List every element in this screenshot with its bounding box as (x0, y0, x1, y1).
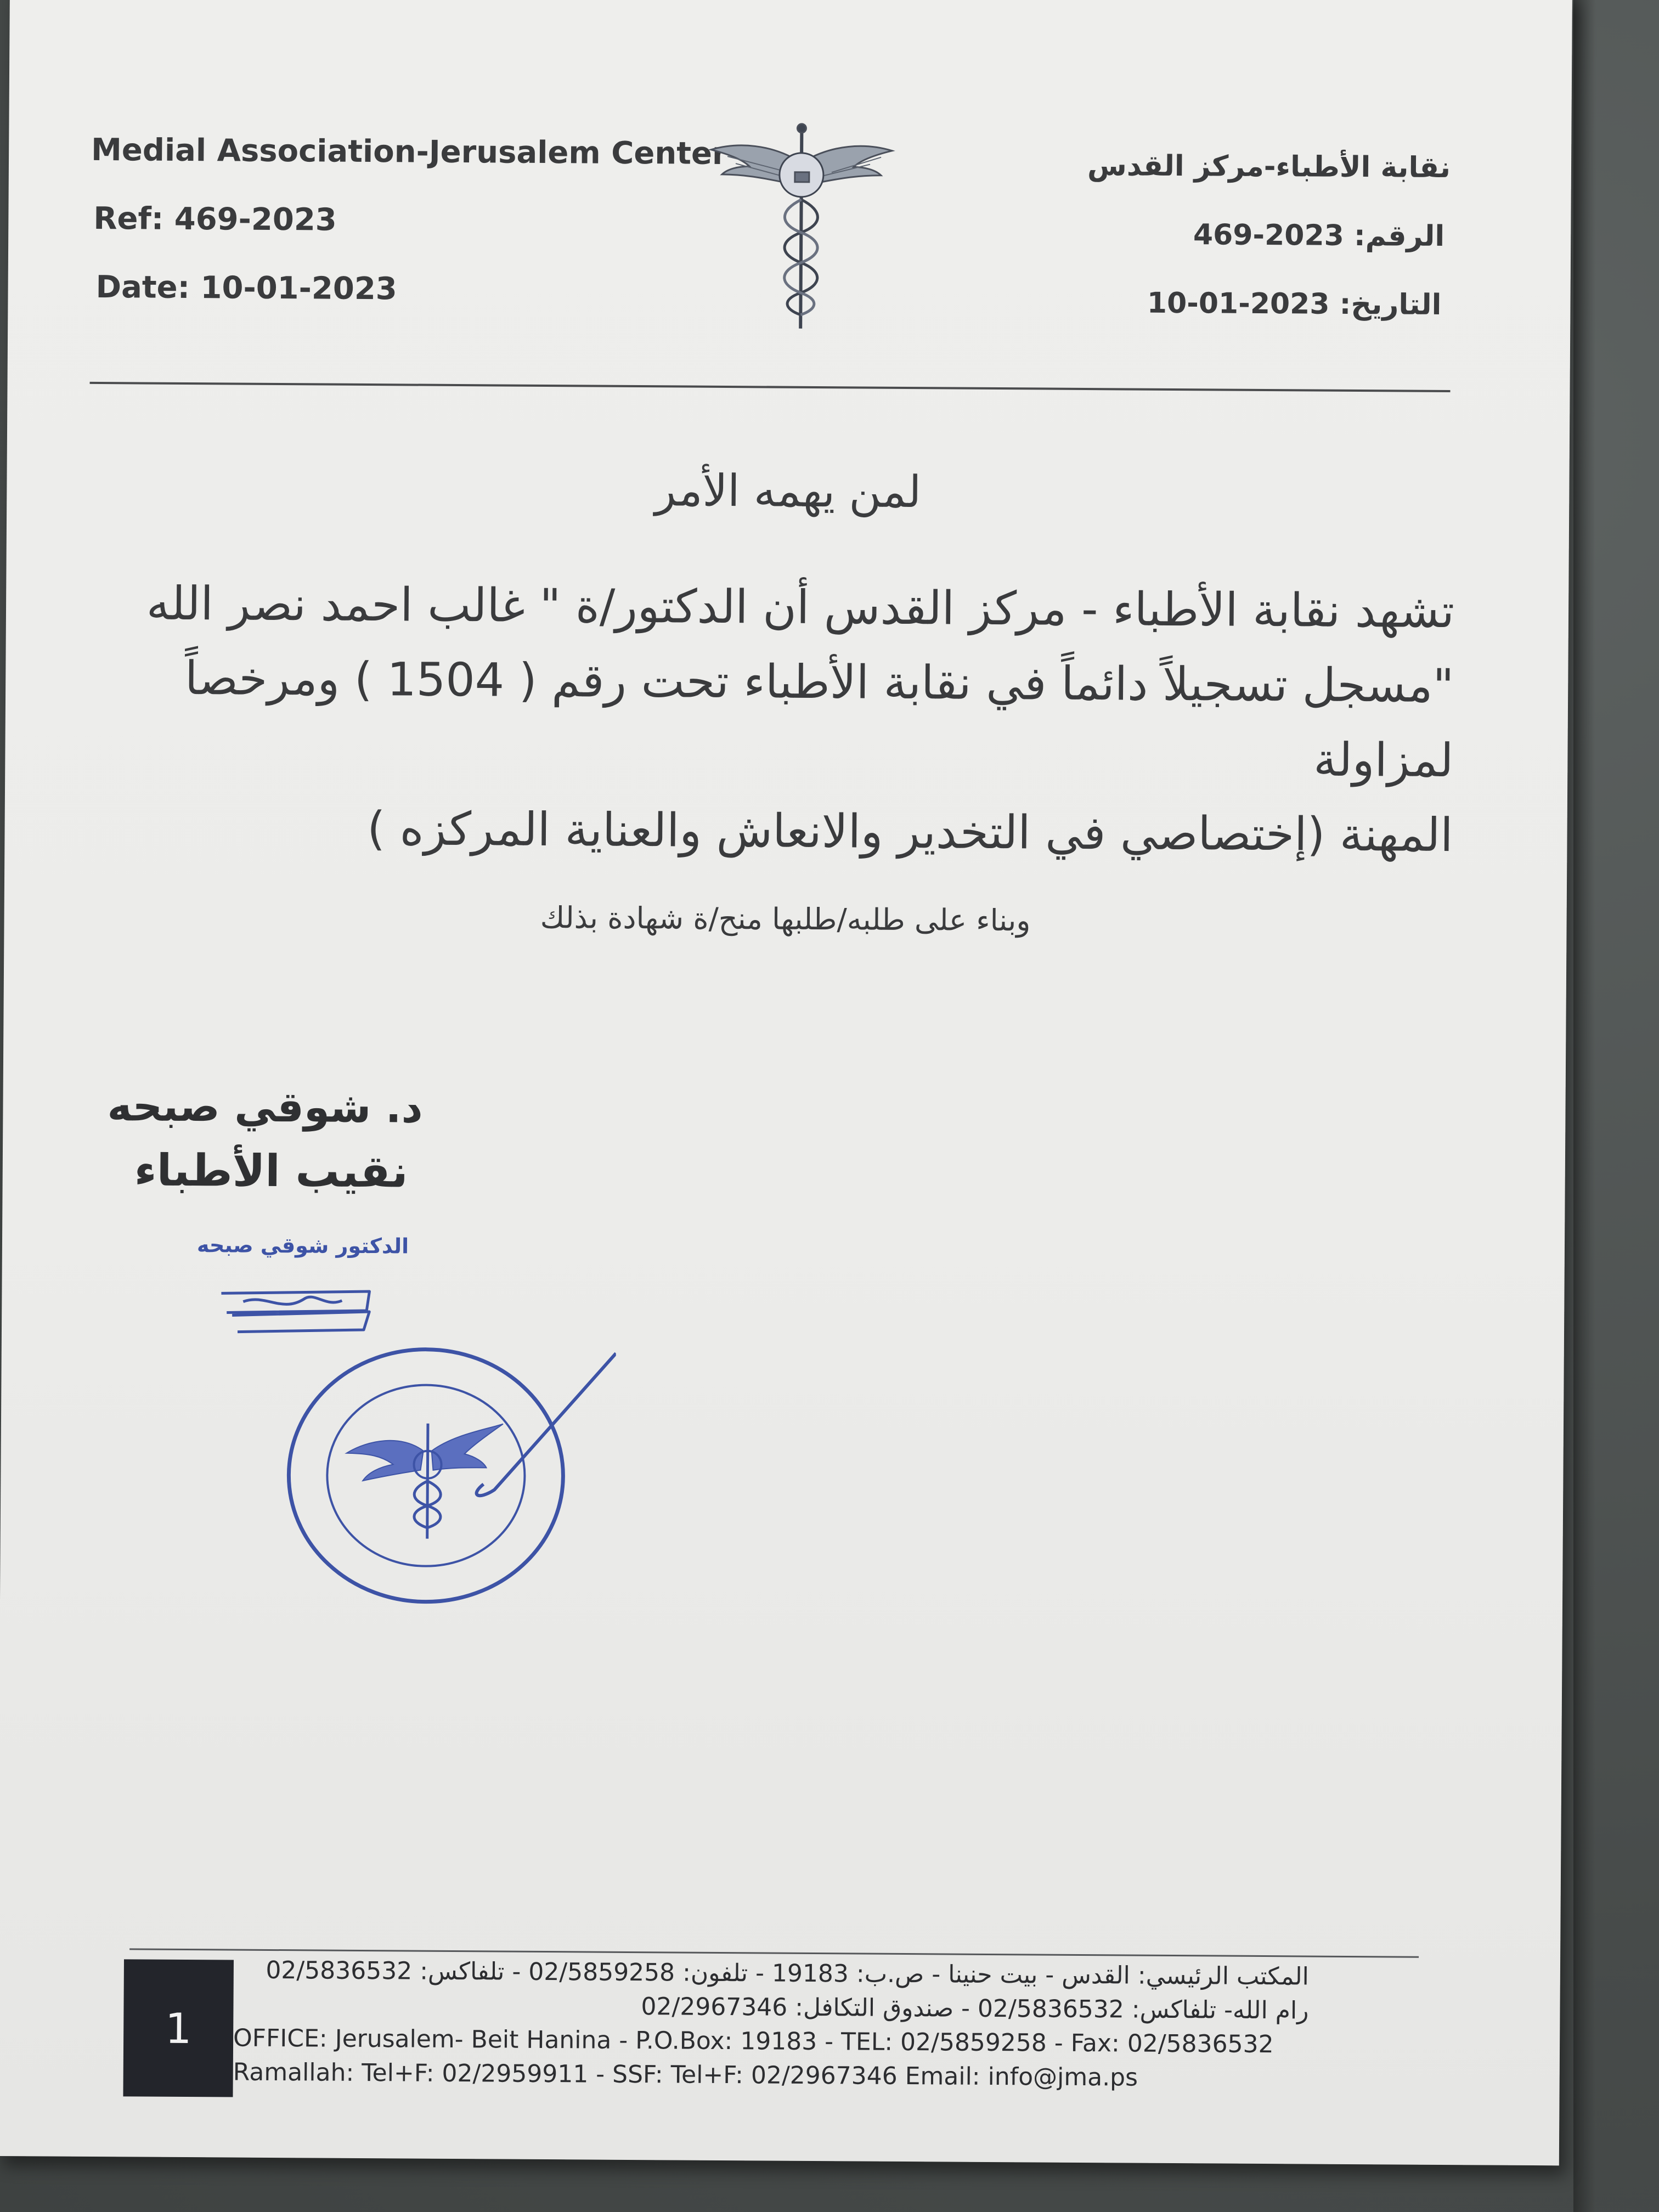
signatory-name: د. شوقي صبحه (107, 1081, 423, 1132)
certificate-body (114, 566, 1454, 872)
date-ar: التاريخ: 2023-01-10 (1147, 286, 1442, 321)
footer-line-ramallah-ar: رام الله- تلفاكس: 02/5836532 - صندوق التكافل: 02/2967346 (641, 1993, 1309, 2025)
org-name-en: Medial Association-Jerusalem Center (91, 132, 727, 172)
salutation: لمن يهمه الأمر (654, 465, 922, 518)
body-line-2: "مسجل تسجيلاً دائماً في نقابة الأطباء تحت رقم ( 1504 ) ومرخصاً لمزاولة (184, 651, 1454, 788)
signatory-name-stamp: الدكتور شوقي صبحه (196, 1233, 409, 1259)
grant-statement: وبناء على طلبه/طلبها منح/ة شهادة بذلك (540, 900, 1031, 938)
footer-line-ramallah-en: Ramallah: Tel+F: 02/2959911 - SSF: Tel+F: 02/2967346 Email: info@jma.ps (233, 2058, 1138, 2092)
footer-line-main-office-ar: المكتب الرئيسي: القدس - بيت حنينا - ص.ب: 19183 - تلفون: 02/5859258 - تلفاكس: 02/5836532 (266, 1956, 1310, 1991)
signatory-title: نقيب الأطباء (134, 1144, 408, 1198)
caduceus-logo-icon (704, 122, 898, 332)
body-line-1: تشهد نقابة الأطباء - مركز القدس أن الدكتور/ة " غالب احمد نصر الله (146, 576, 1455, 639)
page-number: 1 (123, 1959, 234, 2097)
reference-number-en: Ref: 469-2023 (93, 200, 337, 238)
paper-shadow (1573, 0, 1595, 2212)
header-divider (90, 382, 1451, 392)
reference-number-ar: الرقم: 2023-469 (1193, 218, 1445, 253)
footer-line-office-en: OFFICE: Jerusalem- Beit Hanina - P.O.Box: 19183 - TEL: 02/5859258 - Fax: 02/5836532 (233, 2024, 1274, 2059)
body-line-3: المهنة (إختصاصي في التخدير والانعاش والعناية المركزه ) (366, 802, 1453, 862)
official-seal-stamp (285, 1340, 616, 1628)
footer-contact-info (233, 1954, 1309, 2096)
date-en: Date: 10-01-2023 (95, 269, 397, 307)
handwritten-signature (205, 1260, 386, 1338)
org-name-ar: نقابة الأطباء-مركز القدس (1087, 149, 1451, 185)
